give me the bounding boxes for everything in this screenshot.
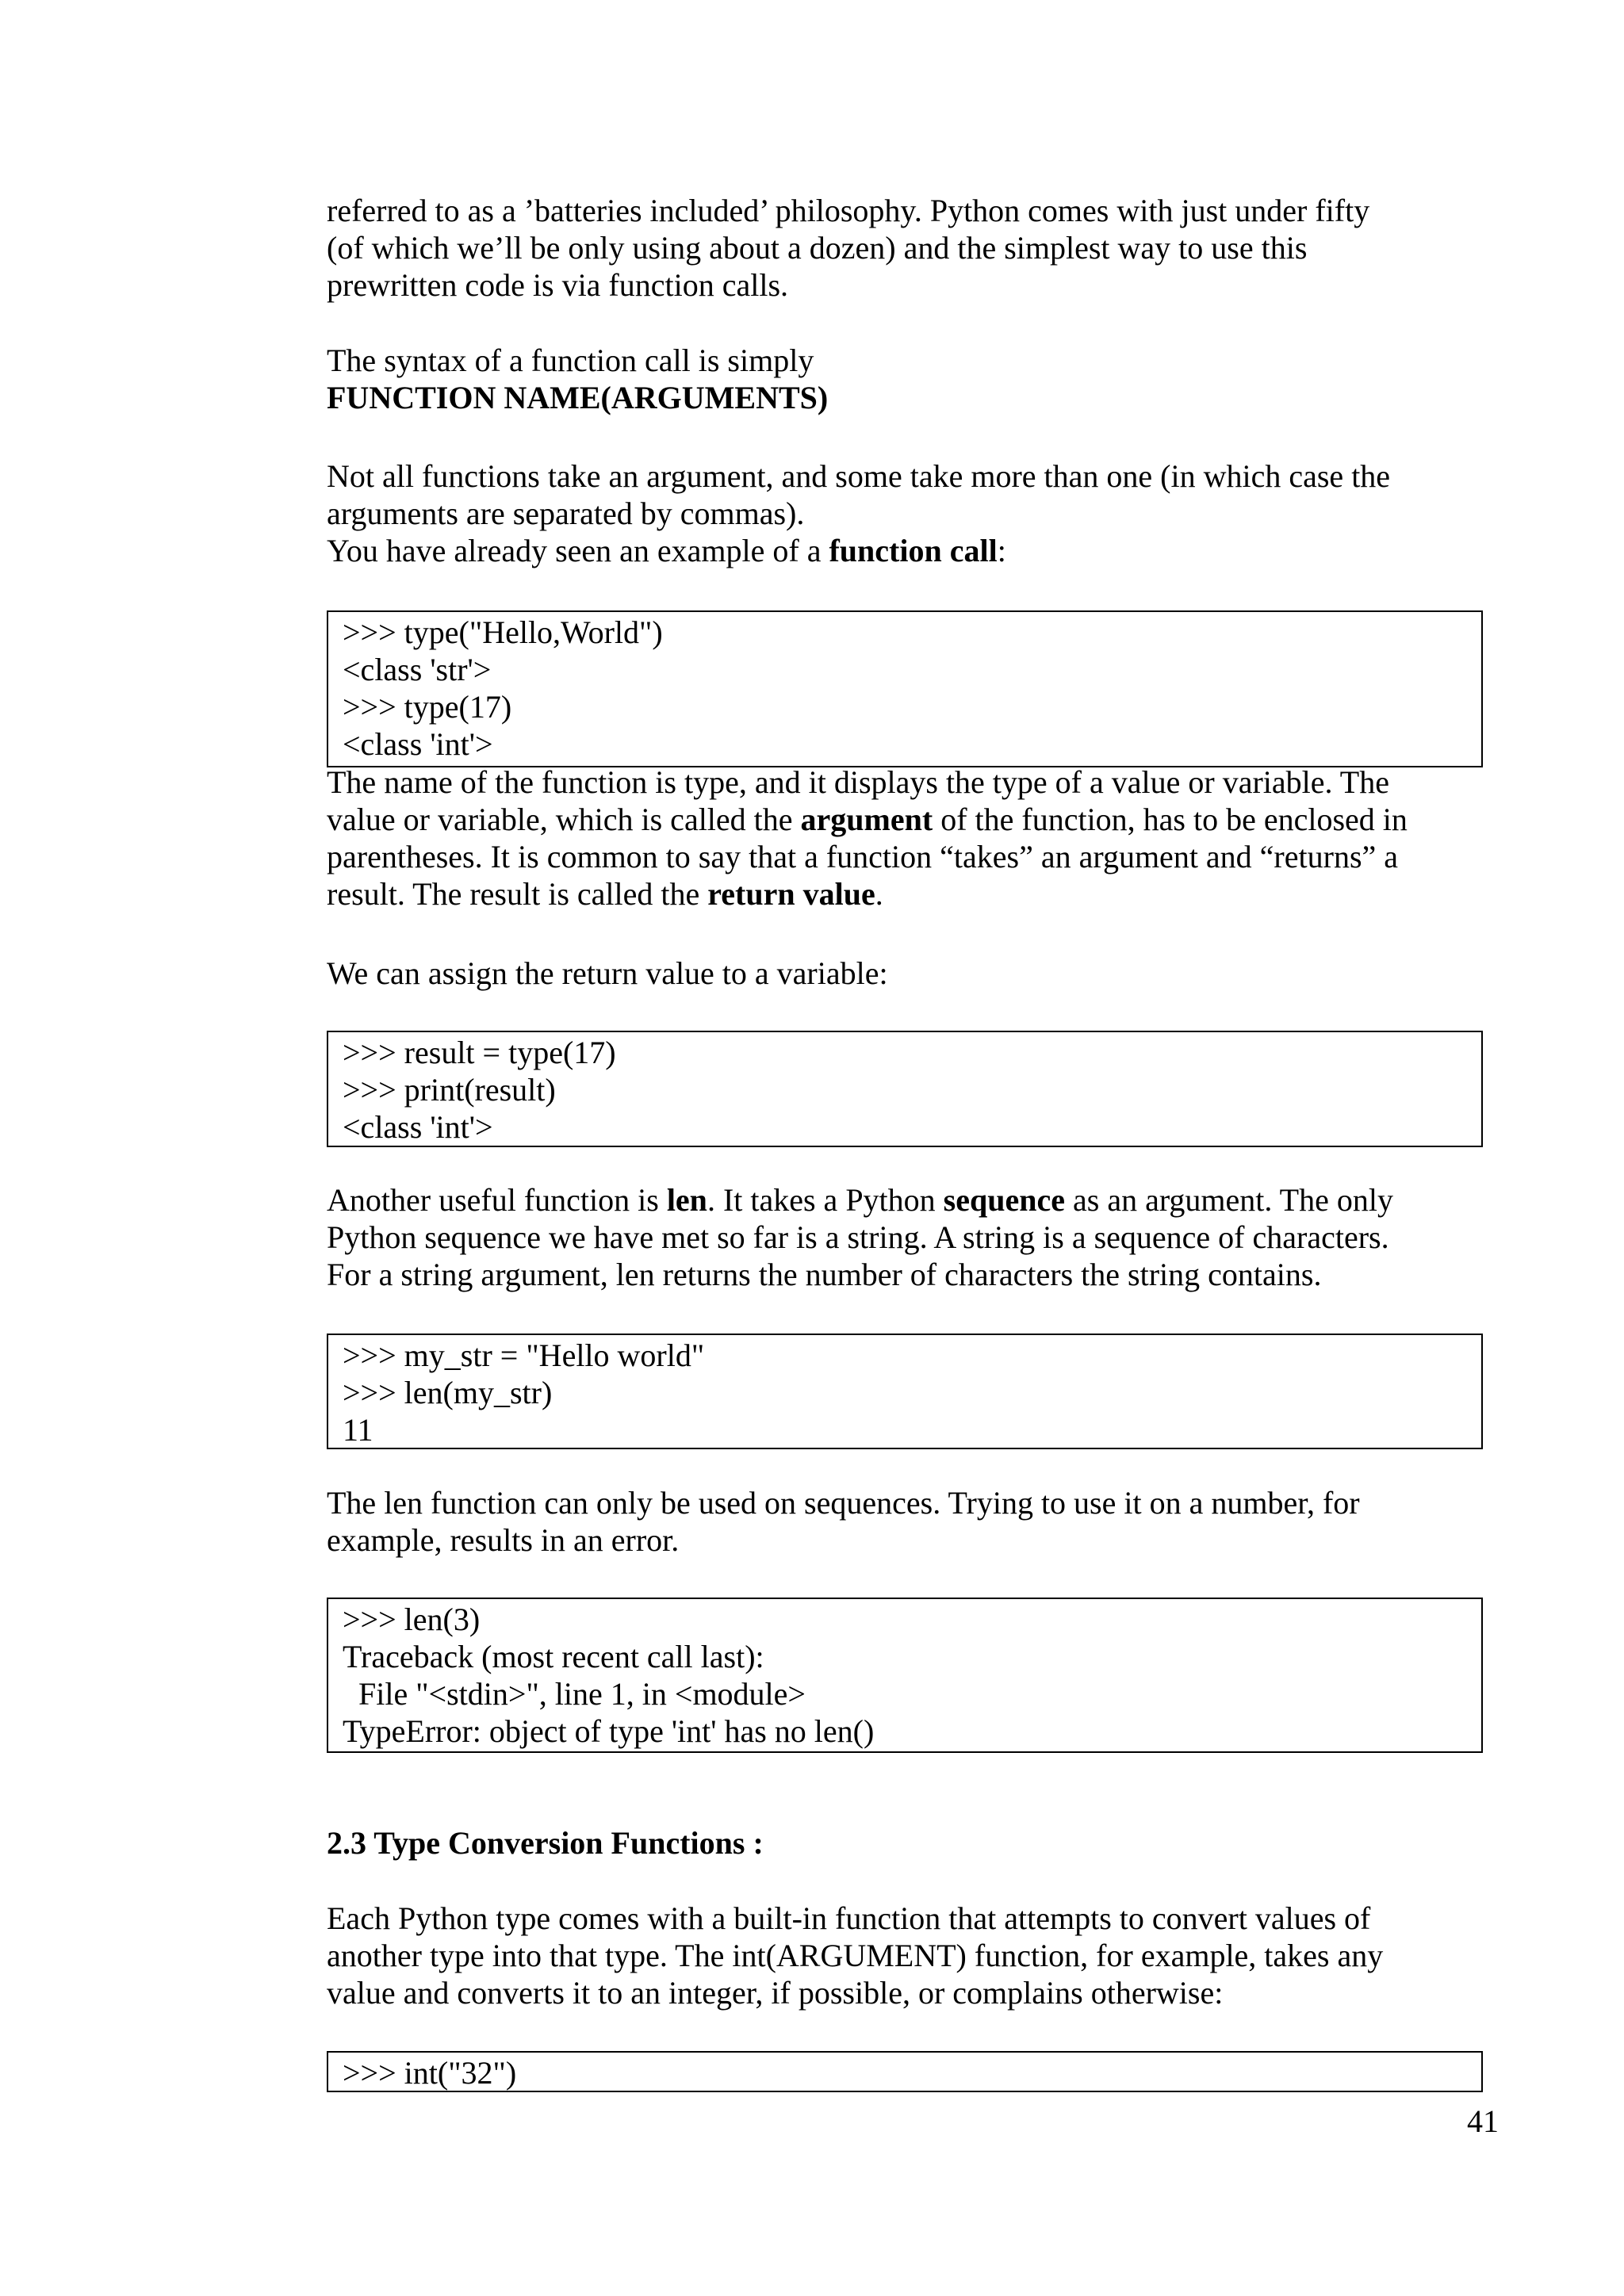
explanation-paragraph: [327, 763, 1500, 913]
explanation-line: The name of the function is type, and it displays the type of a value or variable. The: [327, 764, 1389, 800]
len-error-line: The len function can only be used on sequences. Trying to use it on a number, for: [327, 1485, 1360, 1521]
intro-line: prewritten code is via function calls.: [327, 267, 789, 303]
code-line: File "<stdin>", line 1, in <module>: [343, 1676, 806, 1712]
text-run: .: [875, 876, 883, 912]
code-block-traceback: [327, 1598, 1483, 1753]
text-run: :: [997, 533, 1006, 568]
assign-line: We can assign the return value to a variable:: [327, 955, 888, 991]
code-line: Traceback (most recent call last):: [343, 1639, 764, 1674]
text-run: Another useful function is: [327, 1182, 667, 1218]
text-run: as an argument. The only: [1065, 1182, 1393, 1218]
arguments-line: arguments are separated by commas).: [327, 496, 805, 531]
code-line: >>> type("Hello,World"): [343, 614, 663, 650]
arguments-line: Not all functions take an argument, and some take more than one (in which case the: [327, 458, 1391, 494]
explanation-line: [327, 875, 1500, 913]
bold-term: sequence: [943, 1182, 1065, 1218]
arguments-line: [327, 532, 1500, 569]
code-line: <class 'str'>: [343, 652, 492, 687]
code-line: >>> type(17): [343, 689, 512, 725]
code-line: >>> int("32"): [343, 2055, 517, 2091]
text-run: value or variable, which is called the: [327, 802, 801, 837]
syntax-paragraph: [327, 342, 1500, 416]
arguments-paragraph: [327, 457, 1500, 569]
len-line: Python sequence we have met so far is a string. A string is a sequence of characters.: [327, 1219, 1389, 1255]
len-paragraph: [327, 1181, 1500, 1293]
text-run: result. The result is called the: [327, 876, 708, 912]
assign-paragraph: [327, 955, 1500, 992]
code-line: <class 'int'>: [343, 1109, 493, 1145]
explanation-line: parentheses. It is common to say that a function “takes” an argument and “returns” a: [327, 839, 1399, 874]
bold-term: function call: [829, 533, 998, 568]
text-run: You have already seen an example of a: [327, 533, 829, 568]
conversion-line: another type into that type. The int(ARGUMENT) function, for example, takes any: [327, 1938, 1384, 1973]
code-line: 11: [343, 1412, 373, 1448]
len-line: For a string argument, len returns the number of characters the string contains.: [327, 1257, 1322, 1292]
bold-term: len: [666, 1182, 707, 1218]
code-line: >>> len(3): [343, 1601, 481, 1637]
code-line: >>> result = type(17): [343, 1035, 616, 1070]
code-block-int: [327, 2051, 1483, 2092]
section-heading: 2.3 Type Conversion Functions :: [327, 1825, 764, 1861]
conversion-paragraph: [327, 1900, 1500, 2011]
text-run: . It takes a Python: [707, 1182, 944, 1218]
code-block-type: [327, 610, 1483, 767]
code-line: TypeError: object of type 'int' has no len(): [343, 1713, 875, 1749]
syntax-form: FUNCTION NAME(ARGUMENTS): [327, 380, 829, 415]
explanation-line: [327, 801, 1500, 838]
code-line: >>> len(my_str): [343, 1375, 553, 1410]
code-line: >>> print(result): [343, 1072, 556, 1108]
page-number: 41: [1467, 2103, 1499, 2139]
intro-line: (of which we’ll be only using about a dozen) and the simplest way to use this: [327, 230, 1308, 266]
bold-term: argument: [800, 802, 933, 837]
code-block-len: [327, 1334, 1483, 1449]
conversion-line: Each Python type comes with a built-in function that attempts to convert values of: [327, 1900, 1371, 1936]
len-line: [327, 1181, 1500, 1219]
code-line: <class 'int'>: [343, 726, 493, 762]
text-run: of the function, has to be enclosed in: [933, 802, 1408, 837]
code-block-result: [327, 1031, 1483, 1147]
intro-line: referred to as a ’batteries included’ philosophy. Python comes with just under fifty: [327, 193, 1370, 228]
conversion-line: value and converts it to an integer, if possible, or complains otherwise:: [327, 1975, 1224, 2011]
code-line: >>> my_str = "Hello world": [343, 1337, 705, 1373]
intro-paragraph: [327, 192, 1500, 304]
len-error-paragraph: [327, 1484, 1500, 1559]
len-error-line: example, results in an error.: [327, 1522, 680, 1558]
syntax-line: The syntax of a function call is simply: [327, 342, 814, 378]
bold-term: return value: [707, 876, 875, 912]
